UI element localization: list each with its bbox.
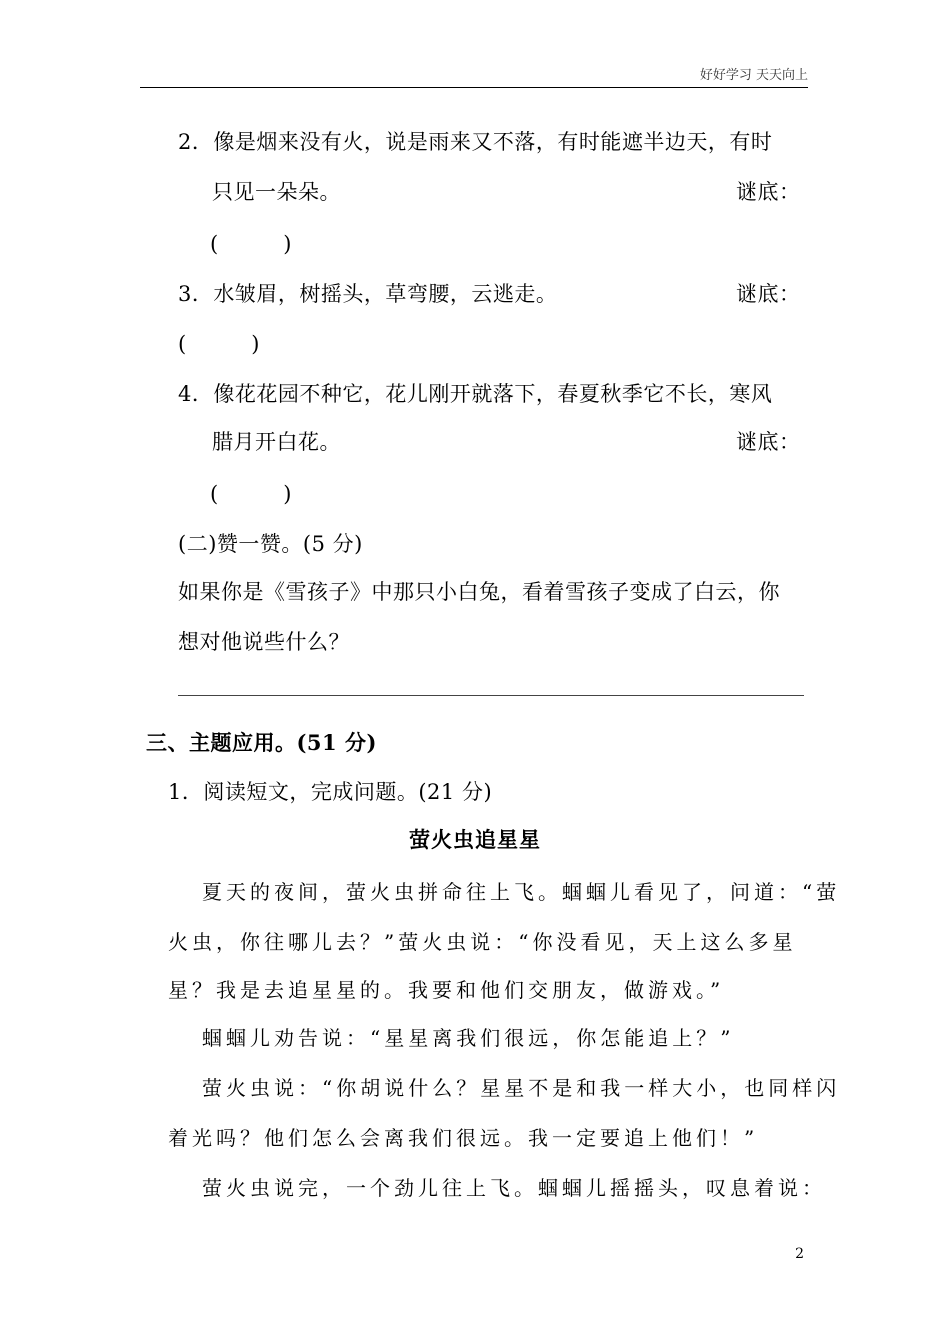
page-number: 2 — [795, 1246, 804, 1262]
story-title: 萤火虫追星星 — [409, 828, 541, 852]
riddle-2-line-1: 2．像是烟来没有火，说是雨来又不落，有时能遮半边天，有时 — [178, 130, 773, 154]
riddle-3-answer-bracket[interactable]: ( ) — [178, 332, 260, 356]
page-header: 好好学习 天天向上 — [699, 68, 808, 83]
story-line: 蝈蝈儿劝告说：“星星离我们很远，你怎能追上？” — [202, 1026, 735, 1050]
riddle-2-answer-label: 谜底： — [736, 180, 801, 204]
praise-heading: (二)赞一赞。(5 分) — [178, 532, 363, 556]
story-line: 萤火虫说完，一个劲儿往上飞。蝈蝈儿摇摇头，叹息着说： — [202, 1176, 826, 1200]
riddle-2-answer-bracket[interactable]: ( ) — [210, 232, 292, 256]
story-line: 萤火虫说：“你胡说什么？星星不是和我一样大小，也同样闪 — [202, 1076, 841, 1100]
story-line: 夏天的夜间，萤火虫拼命往上飞。蝈蝈儿看见了，问道：“萤 — [202, 880, 841, 904]
riddle-4-answer-label: 谜底： — [736, 430, 801, 454]
riddle-3-line-1: 3．水皱眉，树摇头，草弯腰，云逃走。 — [178, 282, 558, 306]
praise-question-line-2: 想对他说些什么？ — [178, 630, 350, 654]
story-line: 着光吗？他们怎么会离我们很远。我一定要追上他们！” — [168, 1126, 759, 1150]
praise-question-line-1: 如果你是《雪孩子》中那只小白兔，看着雪孩子变成了白云，你 — [178, 580, 780, 604]
answer-writing-line[interactable] — [178, 695, 804, 696]
section-3-heading: 三、主题应用。(51 分) — [146, 730, 377, 755]
story-line: 星？我是去追星星的。我要和他们交朋友，做游戏。” — [168, 978, 725, 1002]
question-1-instruction: 1．阅读短文，完成问题。(21 分) — [168, 780, 493, 804]
riddle-3-answer-label: 谜底： — [736, 282, 801, 306]
riddle-2-line-2: 只见一朵朵。 — [212, 180, 341, 204]
riddle-4-line-2: 腊月开白花。 — [212, 430, 341, 454]
riddle-4-line-1: 4．像花花园不种它，花儿刚开就落下，春夏秋季它不长，寒风 — [178, 382, 773, 406]
header-divider — [140, 87, 808, 88]
riddle-4-answer-bracket[interactable]: ( ) — [210, 482, 292, 506]
story-line: 火虫，你往哪儿去？”萤火虫说：“你没看见，天上这么多星 — [168, 930, 797, 954]
